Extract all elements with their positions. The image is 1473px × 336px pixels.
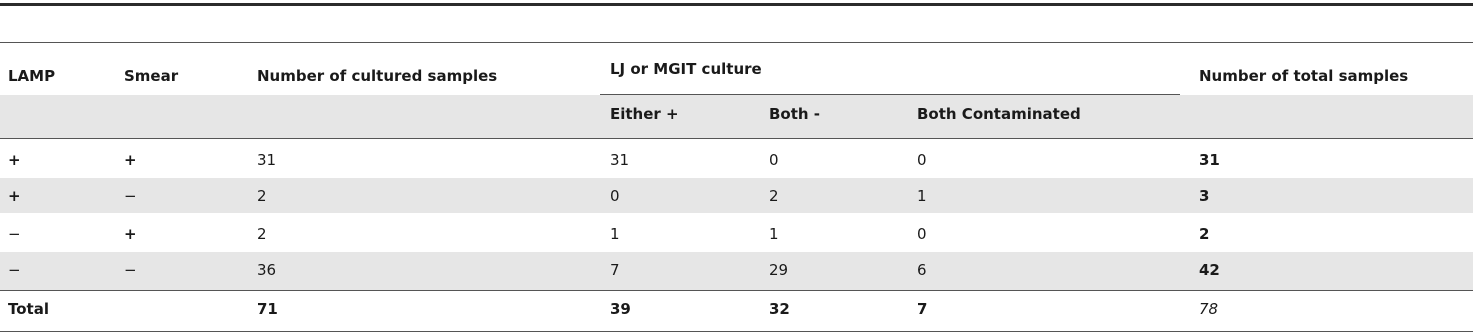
total-cell-total: 78 [1199,300,1219,318]
table-cell-cultured: 31 [257,151,277,169]
total-row-label: Total [8,300,49,318]
table-cell-both-contam: 0 [917,225,927,243]
table-cell-lamp: + [8,187,21,205]
header-either-positive: Either + [610,105,679,123]
table-cell-both-neg: 0 [769,151,779,169]
header-bottom-rule [0,138,1473,139]
table-bottom-rule [0,331,1473,332]
total-cell-either: 39 [610,300,631,318]
table-cell-both-contam: 0 [917,151,927,169]
row-band-4 [0,252,1473,290]
table-cell-both-contam: 1 [917,187,927,205]
table-cell-cultured: 2 [257,187,267,205]
table-cell-cultured: 36 [257,261,277,279]
header-smear: Smear [124,67,179,85]
table-cell-smear: + [124,151,137,169]
table-top-rule [0,3,1473,6]
table-cell-total: 31 [1199,151,1220,169]
table-cell-both-neg: 29 [769,261,789,279]
total-cell-both-neg: 32 [769,300,790,318]
table-cell-total: 3 [1199,187,1210,205]
table-cell-smear: − [124,261,137,279]
header-both-contaminated: Both Contaminated [917,105,1081,123]
subheader-band [0,95,1473,138]
table-cell-lamp: + [8,151,21,169]
table-cell-total: 2 [1199,225,1210,243]
total-top-rule [0,290,1473,291]
table-cell-either: 7 [610,261,620,279]
header-top-rule [0,42,1473,43]
table-cell-either: 31 [610,151,630,169]
table-cell-either: 0 [610,187,620,205]
header-culture-group: LJ or MGIT culture [610,60,762,78]
table-cell-lamp: − [8,225,21,243]
table-cell-cultured: 2 [257,225,267,243]
total-cell-both-contam: 7 [917,300,928,318]
table-cell-smear: − [124,187,137,205]
header-both-negative: Both - [769,105,821,123]
table-cell-smear: + [124,225,137,243]
header-total-samples: Number of total samples [1199,67,1409,85]
table-cell-total: 42 [1199,261,1220,279]
header-cultured-samples: Number of cultured samples [257,67,498,85]
table-cell-both-neg: 1 [769,225,779,243]
total-cell-cultured: 71 [257,300,278,318]
header-lamp: LAMP [8,67,56,85]
table-cell-lamp: − [8,261,21,279]
table-cell-both-contam: 6 [917,261,927,279]
table-cell-either: 1 [610,225,620,243]
row-band-2 [0,178,1473,213]
table-cell-both-neg: 2 [769,187,779,205]
